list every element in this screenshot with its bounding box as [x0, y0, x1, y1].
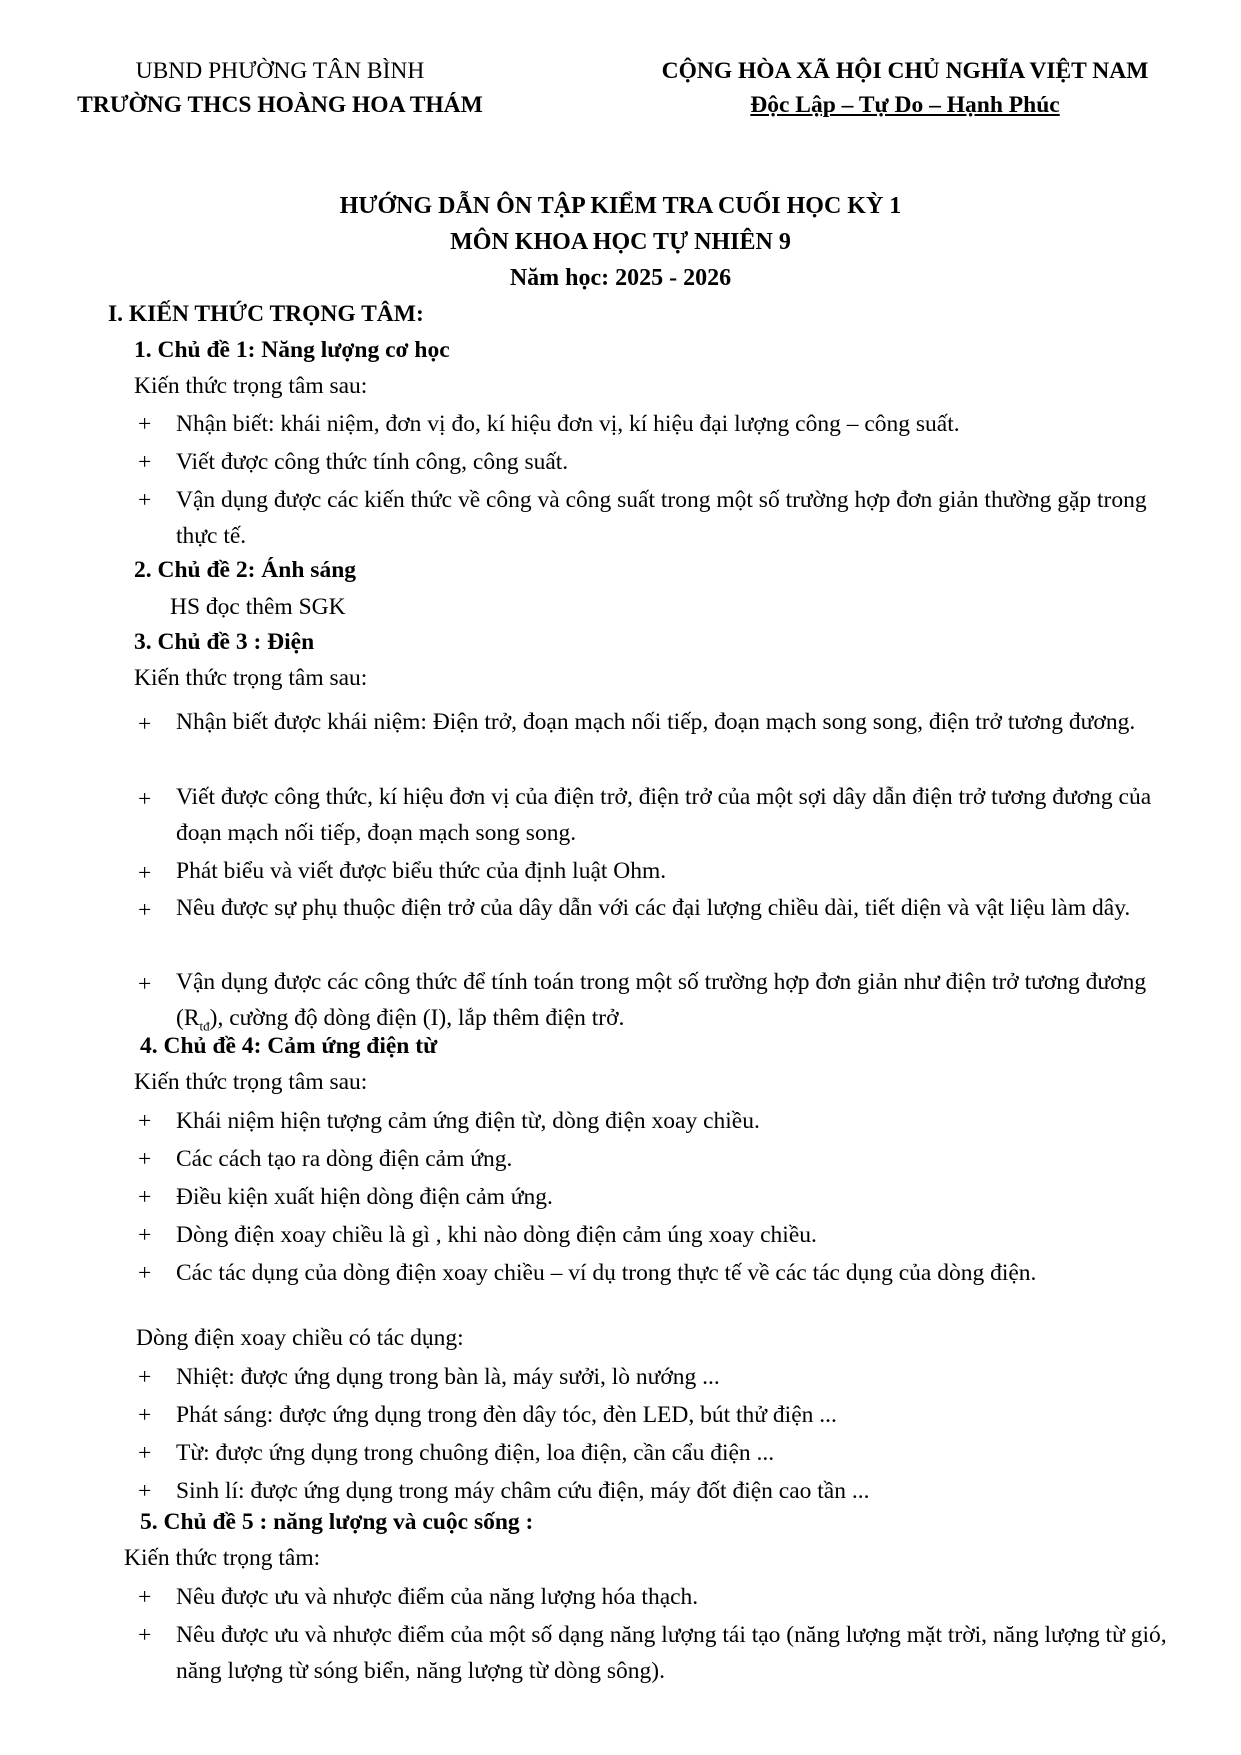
bullet-marker: + [138, 897, 152, 923]
topic-heading: 5. Chủ đề 5 : năng lượng và cuộc sống : [140, 1509, 534, 1535]
bullet-marker: + [138, 1622, 152, 1648]
bullet-marker: + [138, 1184, 152, 1210]
bullet-marker: + [138, 449, 152, 475]
bullet-text: Nêu được sự phụ thuộc điện trở của dây dẫn với các đại lượng chiều dài, tiết diện và vật liệu làm dây. [176, 895, 1131, 921]
bullet-text: Điều kiện xuất hiện dòng điện cảm ứng. [176, 1184, 553, 1210]
school-name: TRƯỜNG THCS HOÀNG HOA THÁM [77, 92, 483, 118]
bullet-marker: + [138, 1222, 152, 1248]
bullet-marker: + [138, 860, 152, 886]
bullet-marker: + [138, 786, 152, 812]
bullet-text: Nhiệt: được ứng dụng trong bàn là, máy sưởi, lò nướng ... [176, 1364, 720, 1390]
topic-heading: 1. Chủ đề 1: Năng lượng cơ học [134, 337, 450, 363]
topic-heading: 4. Chủ đề 4: Cảm ứng điện từ [140, 1033, 438, 1059]
bullet-marker: + [138, 1402, 152, 1428]
bullet-text: Phát sáng: được ứng dụng trong đèn dây tóc, đèn LED, bút thử điện ... [176, 1402, 837, 1428]
bullet-marker: + [138, 1440, 152, 1466]
bullet-text: Từ: được ứng dụng trong chuông điện, loa điện, cần cẩu điện ... [176, 1440, 775, 1466]
bullet-marker: + [138, 971, 152, 997]
bullet-text: Nhận biết được khái niệm: Điện trở, đoạn mạch nối tiếp, đoạn mạch song song, điện trở tương đương. [176, 709, 1136, 735]
bullet-text: Viết được công thức tính công, công suất. [176, 449, 569, 475]
bullet-marker: + [138, 1260, 152, 1286]
section-heading: I. KIẾN THỨC TRỌNG TÂM: [108, 301, 424, 327]
bullet-marker: + [138, 1584, 152, 1610]
bullet-text: Nêu được ưu và nhược điểm của năng lượng hóa thạch. [176, 1584, 699, 1610]
bullet-marker: + [138, 1146, 152, 1172]
bullet-marker: + [138, 411, 152, 437]
bullet-text: Viết được công thức, kí hiệu đơn vị của điện trở, điện trở của một sợi dây dẫn điện trở tương đương của đoạn mạch nối tiếp, đoạn mạch song song. [176, 784, 1152, 846]
bullet-text: Khái niệm hiện tượng cảm ứng điện từ, dòng điện xoay chiều. [176, 1108, 760, 1134]
topic-heading: 3. Chủ đề 3 : Điện [134, 629, 315, 655]
authority-name: UBND PHƯỜNG TÂN BÌNH [135, 58, 425, 84]
bullet-text-part: Vận dụng được các công thức để tính toán trong một số trường hợp đơn giản như điện trở tương đương (R [176, 969, 1147, 1031]
bullet-marker: + [138, 1478, 152, 1504]
topic-note: HS đọc thêm SGK [170, 594, 346, 620]
bullet-text: Các tác dụng của dòng điện xoay chiều – ví dụ trong thực tế về các tác dụng của dòng điện. [176, 1260, 1037, 1286]
topic-intro: Kiến thức trọng tâm sau: [134, 373, 368, 399]
subscript: tđ [199, 1018, 210, 1034]
bullet-text: Vận dụng được các kiến thức về công và công suất trong một số trường hợp đơn giản thường gặp trong thực tế. [176, 487, 1147, 549]
bullet-marker: + [138, 1108, 152, 1134]
national-motto: Độc Lập – Tự Do – Hạnh Phúc [750, 92, 1060, 118]
doc-title: HƯỚNG DẪN ÔN TẬP KIỂM TRA CUỐI HỌC KỲ 1 [339, 193, 902, 219]
doc-school-year: Năm học: 2025 - 2026 [509, 265, 732, 291]
bullet-marker: + [138, 487, 152, 513]
bullet-marker: + [138, 711, 152, 737]
bullet-text: Nêu được ưu và nhược điểm của một số dạng năng lượng tái tạo (năng lượng mặt trời, năng lượng từ gió, năng lượng từ sóng biển, năng lượng từ dòng sông). [176, 1622, 1167, 1684]
bullet-text: Dòng điện xoay chiều là gì , khi nào dòng điện cảm úng xoay chiều. [176, 1222, 817, 1248]
bullet-text-part: ), cường độ dòng điện (I), lắp thêm điện trở. [209, 1005, 625, 1031]
bullet-text: Sinh lí: được ứng dụng trong máy châm cứu điện, máy đốt điện cao tần ... [176, 1478, 870, 1504]
doc-subject: MÔN KHOA HỌC TỰ NHIÊN 9 [450, 229, 791, 255]
bullet-text: Các cách tạo ra dòng điện cảm ứng. [176, 1146, 513, 1172]
topic-intro: Kiến thức trọng tâm sau: [134, 1069, 368, 1095]
effects-intro: Dòng điện xoay chiều có tác dụng: [136, 1325, 464, 1351]
bullet-text: Phát biểu và viết được biểu thức của định luật Ohm. [176, 858, 667, 884]
bullet-marker: + [138, 1364, 152, 1390]
topic-heading: 2. Chủ đề 2: Ánh sáng [134, 557, 357, 583]
national-title: CỘNG HÒA XÃ HỘI CHỦ NGHĨA VIỆT NAM [661, 58, 1149, 84]
bullet-text: Nhận biết: khái niệm, đơn vị đo, kí hiệu đơn vị, kí hiệu đại lượng công – công suất. [176, 411, 960, 437]
topic-intro: Kiến thức trọng tâm: [124, 1545, 321, 1571]
topic-intro: Kiến thức trọng tâm sau: [134, 665, 368, 691]
